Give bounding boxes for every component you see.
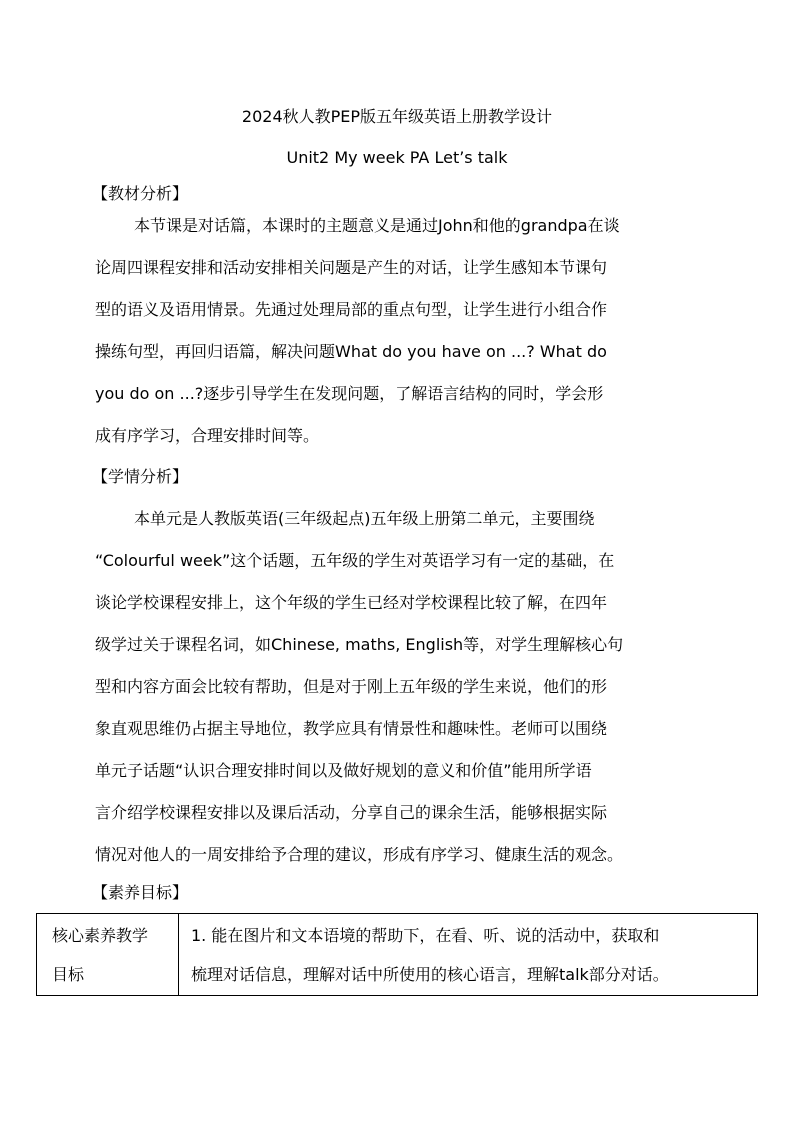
students-paragraph-line: 级学过关于课程名词，如Chinese, maths, English等，对学生理解核心句	[95, 635, 624, 654]
material-paragraph-line: 操练句型，再回归语篇，解决问题What do you have on ...? What do	[95, 342, 607, 361]
material-paragraph-line: 论周四课程安排和活动安排相关问题是产生的对话，让学生感知本节课句	[95, 258, 608, 277]
table-column-divider	[178, 913, 179, 996]
students-paragraph-line: 情况对他人的一周安排给予合理的建议，形成有序学习、健康生活的观念。	[95, 845, 624, 864]
table-content-line: 1. 能在图片和文本语境的帮助下，在看、听、说的活动中，获取和	[191, 926, 660, 945]
table-label-line: 目标	[52, 965, 85, 984]
material-paragraph-line: 型的语义及语用情景。先通过处理局部的重点句型，让学生进行小组合作	[95, 300, 608, 319]
students-paragraph-line: 言介绍学校课程安排以及课后活动，分享自己的课余生活，能够根据实际	[95, 803, 608, 822]
material-paragraph-line: you do on ...?逐步引导学生在发现问题，了解语言结构的同时，学会形	[95, 384, 604, 403]
students-paragraph-line: 型和内容方面会比较有帮助，但是对于刚上五年级的学生来说，他们的形	[95, 677, 608, 696]
table-content-line: 梳理对话信息，理解对话中所使用的核心语言，理解talk部分对话。	[191, 965, 669, 984]
document-title: 2024秋人教PEP版五年级英语上册教学设计	[241, 107, 553, 126]
students-paragraph-line: 谈论学校课程安排上，这个年级的学生已经对学校课程比较了解，在四年	[95, 593, 608, 612]
students-paragraph-line: 单元子话题“认识合理安排时间以及做好规划的意义和价值”能用所学语	[95, 761, 592, 780]
students-paragraph-line: “Colourful week”这个话题，五年级的学生对英语学习有一定的基础，在	[95, 551, 615, 570]
section-heading-students: 【学情分析】	[92, 467, 189, 486]
material-paragraph-line: 成有序学习，合理安排时间等。	[95, 426, 320, 445]
section-heading-material: 【教材分析】	[92, 184, 189, 203]
table-label-line: 核心素养教学	[52, 926, 149, 945]
material-paragraph-line: 本节课是对话篇，本课时的主题意义是通过John和他的grandpa在谈	[134, 216, 620, 235]
students-paragraph-line: 象直观思维仍占据主导地位，教学应具有情景性和趣味性。老师可以围绕	[95, 719, 608, 738]
document-subtitle: Unit2 My week PA Let’s talk	[286, 148, 508, 167]
section-heading-literacy: 【素养目标】	[92, 883, 189, 902]
students-paragraph-line: 本单元是人教版英语(三年级起点)五年级上册第二单元，主要围绕	[134, 509, 595, 528]
